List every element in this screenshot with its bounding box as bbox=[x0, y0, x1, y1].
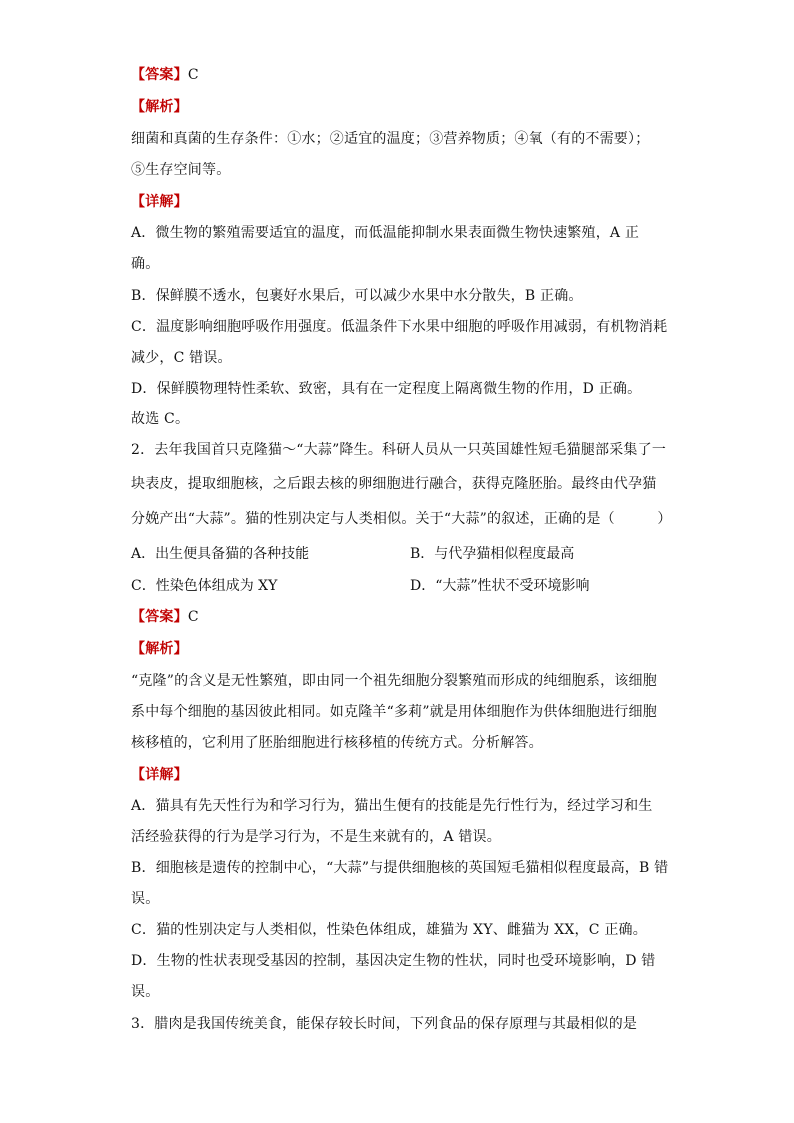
q2-option-b: B．与代孕猫相似程度最高 bbox=[410, 546, 575, 562]
q2-stem-line: 块表皮，提取细胞核，之后跟去核的卵细胞进行融合，获得克隆胚胎。最终由代孕猫 bbox=[131, 476, 657, 492]
q1-detail-line: B．保鲜膜不透水，包裹好水果后，可以减少水果中水分散失，B 正确。 bbox=[131, 288, 583, 304]
answer-value: C bbox=[187, 67, 199, 83]
q2-option-c: C．性染色体组成为 XY bbox=[131, 578, 278, 594]
answer-tag: 【答案】 bbox=[131, 67, 188, 83]
q2-answer-line bbox=[131, 608, 199, 626]
q2-detail-line: A．猫具有先天性行为和学习行为，猫出生便有的技能是先行性行为，经过学习和生 bbox=[131, 798, 653, 814]
q2-analysis-line: “克隆”的含义是无性繁殖，即由同一个祖先细胞分裂繁殖而形成的纯细胞系，该细胞 bbox=[131, 673, 657, 689]
detail-tag: 【详解】 bbox=[131, 194, 188, 210]
q2-stem-line: 分娩产出“大蒜”。猫的性别决定与人类相似。关于“大蒜”的叙述，正确的是（ ） bbox=[131, 511, 672, 527]
q1-analysis-line: 细菌和真菌的生存条件：①水；②适宜的温度；③营养物质；④氧（有的不需要）； bbox=[131, 131, 650, 147]
q2-analysis-line: 系中每个细胞的基因彼此相同。如克隆羊“多莉”就是用体细胞作为供体细胞进行细胞 bbox=[131, 704, 657, 720]
q1-detail-line: 故选 C。 bbox=[131, 411, 190, 427]
analysis-tag: 【解析】 bbox=[131, 641, 188, 657]
detail-tag: 【详解】 bbox=[131, 767, 188, 783]
q2-detail-line: C．猫的性别决定与人类相似，性染色体组成，雄猫为 XY、雌猫为 XX，C 正确。 bbox=[131, 922, 647, 938]
answer-tag: 【答案】 bbox=[131, 609, 188, 625]
q2-detail-line: D．生物的性状表现受基因的控制，基因决定生物的性状，同时也受环境影响，D 错 bbox=[131, 953, 656, 969]
q1-detail-line: D．保鲜膜物理特性柔软、致密，具有在一定程度上隔离微生物的作用，D 正确。 bbox=[131, 381, 642, 397]
q2-detail-line: 误。 bbox=[131, 891, 160, 907]
answer-value: C bbox=[187, 609, 199, 625]
q2-stem-line: 2．去年我国首只克隆猫～“大蒜”降生。科研人员从一只英国雄性短毛猫腿部采集了一 bbox=[131, 442, 667, 458]
q2-analysis-line: 核移植的，它利用了胚胎细胞进行核移植的传统方式。分析解答。 bbox=[131, 735, 543, 751]
q1-answer-line bbox=[131, 66, 199, 84]
q2-detail-line: B．细胞核是遗传的控制中心，“大蒜”与提供细胞核的英国短毛猫相似程度最高，B 错 bbox=[131, 860, 669, 876]
q1-detail-line: A．微生物的繁殖需要适宜的温度，而低温能抑制水果表面微生物快速繁殖，A 正 bbox=[131, 225, 640, 241]
q1-analysis-line: ⑤生存空间等。 bbox=[131, 162, 231, 178]
q2-detail-line: 误。 bbox=[131, 984, 160, 1000]
q1-detail-line: 减少，C 错误。 bbox=[131, 350, 232, 366]
q2-option-a: A．出生便具备猫的各种技能 bbox=[131, 546, 310, 562]
q2-detail-line: 活经验获得的行为是学习行为，不是生来就有的，A 错误。 bbox=[131, 829, 501, 845]
q1-detail-line: 确。 bbox=[131, 256, 160, 272]
q2-option-d: D．“大蒜”性状不受环境影响 bbox=[410, 578, 590, 594]
analysis-tag: 【解析】 bbox=[131, 99, 188, 115]
q3-stem-line: 3．腊肉是我国传统美食，能保存较长时间，下列食品的保存原理与其最相似的是 bbox=[131, 1016, 638, 1032]
q1-detail-line: C．温度影响细胞呼吸作用强度。低温条件下水果中细胞的呼吸作用减弱，有机物消耗 bbox=[131, 319, 668, 335]
